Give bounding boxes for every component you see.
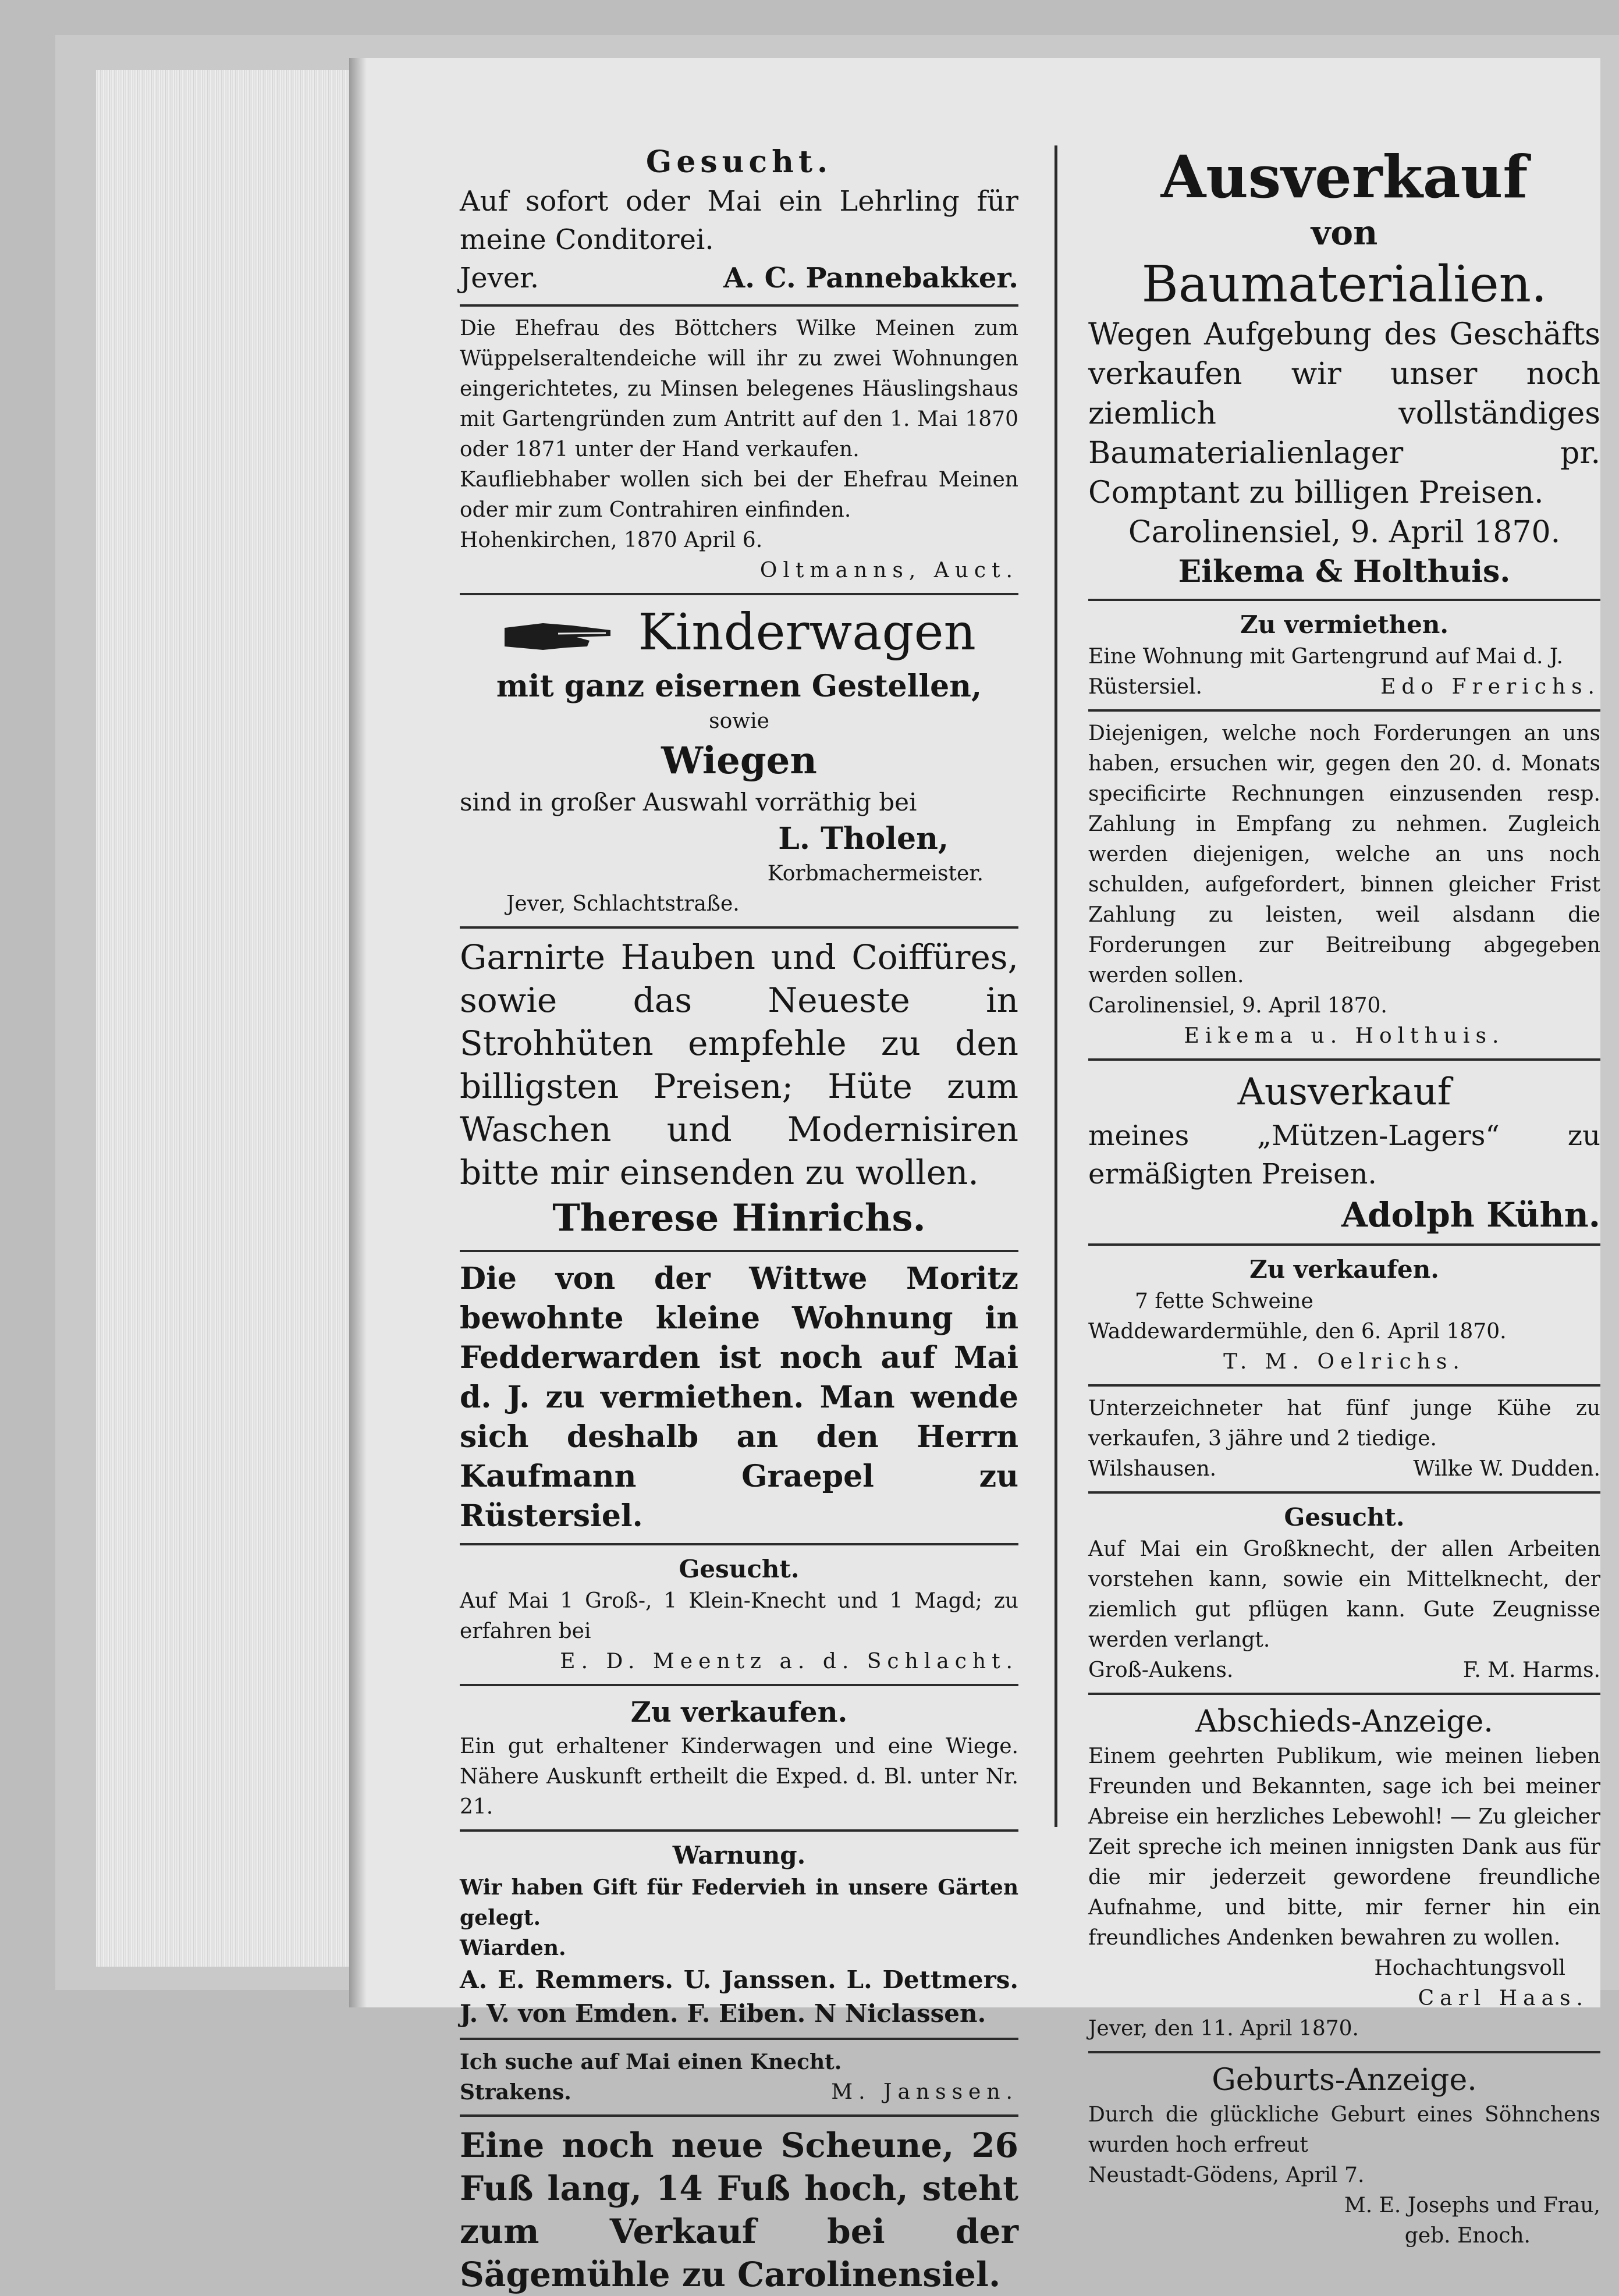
ad-place: Jever. (460, 262, 539, 294)
ad-text: Die von der Wittwe Moritz bewohnte kleine Wohnung in Fedderwarden ist noch auf Mai d. J. zu vermiethen. Man wende sich deshalb an den Herrn Kaufmann Graepel zu Rüstersiel. (460, 1260, 1018, 1534)
ad-ausverkauf-baumaterialien (1088, 143, 1600, 592)
ad-date: Jever, den 11. April 1870. (1088, 2017, 1359, 2041)
ad-signature-row (460, 2077, 1018, 2107)
ad-geburts-anzeige (1088, 2060, 1600, 2251)
ad-line-4: sind in großer Auswahl vorräthig bei (460, 787, 917, 816)
divider (460, 304, 1018, 307)
ad-text: Unterzeichneter hat fünf junge Kühe zu verkaufen, 3 jähre und 2 tiedige. (1088, 1396, 1600, 1451)
divider (460, 926, 1018, 929)
ad-text: Auf Mai 1 Groß-, 1 Klein-Knecht und 1 Magd; zu erfahren bei (460, 1588, 1018, 1643)
ad-name: Adolph Kühn. (1341, 1195, 1600, 1235)
ad-title: Zu verkaufen. (1249, 1255, 1439, 1284)
divider (460, 2038, 1018, 2040)
ad-place: Jever, Schlachtstraße. (506, 891, 740, 916)
ad-gesucht-lehrling (460, 143, 1018, 297)
divider (460, 1829, 1018, 1832)
divider (1088, 1491, 1600, 1494)
ad-title: Warnung. (672, 1840, 806, 1870)
divider (1088, 709, 1600, 712)
ad-date: Neustadt-Gödens, April 7. (1088, 2163, 1365, 2187)
ad-knecht-strakens (460, 2047, 1018, 2107)
ad-title: Gesucht. (1284, 1503, 1405, 1531)
ad-zu-vermiethen (1088, 608, 1600, 702)
divider (1088, 1693, 1600, 1695)
ad-title: Ausverkauf (1237, 1071, 1451, 1114)
ad-signature-row (1088, 1655, 1600, 1686)
ad-zu-verkaufen-kinderwagen (460, 1693, 1018, 1822)
divider (1088, 1384, 1600, 1387)
ad-title: Gesucht. (679, 1554, 800, 1583)
ad-date: Hohenkirchen, 1870 April 6. (460, 528, 763, 552)
left-column (460, 143, 1018, 2296)
divider (460, 1684, 1018, 1686)
ad-text: meines „Mützen-Lagers“ zu ermäßigten Preisen. (1088, 1119, 1600, 1190)
ad-text: Einem geehrten Publikum, wie meinen lieben Freunden und Bekannten, sage ich bei meiner Abreise ein herzliches Lebewohl! — Zu gleicher Zeit spreche ich meinen innigsten Dank aus für die mir jederzeit gewordene freundliche Aufnahme, und bitte, mir ferner hin ein freundliches Andenken bewahren zu wollen. (1088, 1744, 1600, 1950)
ad-place: Rüstersiel. (1088, 675, 1202, 699)
ad-place: Wiarden. (460, 1935, 566, 1960)
ad-title: Zu vermiethen. (1240, 610, 1448, 639)
ad-nee: geb. Enoch. (1404, 2224, 1531, 2248)
divider (1088, 1058, 1600, 1061)
ad-name: M. Janssen. (831, 2080, 1018, 2104)
ad-schweine (1088, 1253, 1600, 1377)
ad-line-2: sowie (709, 709, 769, 733)
ad-text-2: Kaufliebhaber wollen sich bei der Ehefrau Meinen oder mir zum Contrahiren einfinden. (460, 468, 1018, 522)
ad-date: Carolinensiel, 9. April 1870. (1088, 994, 1387, 1018)
ad-line-3: Wiegen (661, 738, 817, 783)
ad-name: T. M. Oelrichs. (1223, 1350, 1465, 1374)
ad-title: Gesucht. (645, 144, 833, 180)
ad-warnung (460, 1839, 1018, 2031)
ad-text: Die Ehefrau des Böttchers Wilke Meinen zum Wüppelseraltendeiche will ihr zu zwei Wohnungen eingerichtetes, zu Minsen belegenes Häuslingshaus mit Gartengründen zum Antritt auf den 1. Mai 1870 oder 1871 unter der Hand verkaufen. (460, 317, 1018, 461)
ad-names: A. E. Remmers. U. Janssen. L. Dettmers. J. V. von Emden. F. Eiben. N Niclassen. (460, 1965, 1018, 2028)
ad-signature-row (1088, 1454, 1600, 1484)
column-divider (1055, 145, 1057, 1827)
ad-text: Wegen Aufgebung des Geschäfts verkaufen wir unser noch ziemlich vollständiges Baumaterialienlager pr. Comptant zu billigen Preisen. (1088, 317, 1600, 510)
divider (460, 1250, 1018, 1252)
ad-name: Eikema & Holthuis. (1178, 554, 1511, 589)
ad-text: Durch die glückliche Geburt eines Söhnchens wurden hoch erfreut (1088, 2103, 1600, 2157)
ad-title: Abschieds-Anzeige. (1195, 1704, 1493, 1739)
ad-name: L. Tholen, (778, 820, 949, 856)
ad-signature-row (1088, 672, 1600, 702)
divider (1088, 599, 1600, 601)
ad-name: F. M. Harms. (1462, 1658, 1600, 1682)
ad-name: E. D. Meentz a. d. Schlacht. (560, 1649, 1018, 1673)
ad-place: Groß-Aukens. (1088, 1658, 1234, 1682)
ad-line-1: 7 fette Schweine (1135, 1289, 1313, 1313)
ad-line-1: von (1311, 213, 1378, 253)
ad-place: Strakens. (460, 2080, 571, 2105)
ad-gesucht-knecht (460, 1552, 1018, 1677)
divider (460, 593, 1018, 595)
ad-line-1: mit ganz eisernen Gestellen, (496, 668, 982, 704)
ad-gesucht-grossknecht (1088, 1501, 1600, 1686)
ad-text: Eine noch neue Scheune, 26 Fuß lang, 14 Fuß hoch, steht zum Verkauf bei der Sägemühle zu Carolinensiel. (460, 2125, 1018, 2294)
ad-name: Therese Hinrichs. (552, 1196, 926, 1240)
ad-text: Auf sofort oder Mai ein Lehrling für meine Conditorei. (460, 185, 1018, 256)
divider (1088, 1243, 1600, 1246)
ad-name: M. E. Josephs und Frau, (1344, 2194, 1600, 2217)
ad-title-row (460, 602, 1018, 667)
ad-place: Wilshausen. (1088, 1457, 1217, 1481)
ad-text: Wir haben Gift für Federvieh in unsere Gärten gelegt. (460, 1875, 1018, 1930)
page-gutter-shadow (349, 58, 367, 2007)
ad-date: Carolinensiel, 9. April 1870. (1128, 515, 1561, 550)
ad-title: Zu verkaufen. (630, 1696, 848, 1729)
ad-text: Ich suche auf Mai einen Knecht. (460, 2049, 842, 2074)
ad-haeuslingshaus (460, 314, 1018, 586)
ad-trade: Korbmachermeister. (767, 861, 984, 886)
ad-text: Ein gut erhaltener Kinderwagen und eine Wiege. Nähere Auskunft ertheilt die Exped. d. Bl. unter Nr. 21. (460, 1734, 1018, 1819)
ad-title: Ausverkauf (1160, 143, 1528, 211)
ad-text: Garnirte Hauben und Coiffüres, sowie das Neueste in Strohhüten empfehle zu den billigsten Preisen; Hüte zum Waschen und Modernisiren bitte mir einsenden zu wollen. (460, 937, 1018, 1192)
ad-text: Auf Mai ein Großknecht, der allen Arbeiten vorstehen kann, sowie ein Mittelknecht, der ziemlich gut pflügen kann. Gute Zeugnisse werden verlangt. (1088, 1537, 1600, 1652)
ad-line-2: Baumaterialien. (1141, 255, 1547, 314)
ad-scheune (460, 2124, 1018, 2296)
ad-forderungen (1088, 719, 1600, 1051)
ad-name: Eikema u. Holthuis. (1184, 1024, 1505, 1048)
pointing-hand-icon (502, 606, 613, 667)
ad-name: Carl Haas. (1418, 1986, 1589, 2010)
ad-kinderwagen (460, 602, 1018, 919)
divider (460, 1543, 1018, 1545)
ad-title: Kinderwagen (638, 603, 976, 662)
ad-sign: Oltmanns, Auct. (759, 559, 1018, 582)
ad-greet: Hochachtungsvoll (1374, 1956, 1565, 1980)
divider (460, 2114, 1018, 2117)
right-column (1088, 143, 1600, 2251)
ad-signature-row (460, 259, 1018, 297)
ad-text: Diejenigen, welche noch Forderungen an uns haben, ersuchen wir, gegen den 20. d. Monats specificirte Rechnungen einzusenden resp. Zahlung in Empfang zu nehmen. Zugleich werden diejenigen, welche an uns noch schulden, aufgefordert, binnen gleicher Frist Zahlung zu leisten, weil alsdann die Forderungen zur Beitreibung abgegeben werden sollen. (1088, 722, 1600, 987)
ad-hauben (460, 936, 1018, 1243)
ad-name: Wilke W. Dudden. (1413, 1457, 1600, 1481)
page-edges (96, 70, 352, 1967)
divider (1088, 2051, 1600, 2053)
ad-abschieds-anzeige (1088, 1702, 1600, 2044)
ad-name: A. C. Pannebakker. (723, 262, 1018, 294)
ad-name: Edo Frerichs. (1380, 675, 1600, 699)
ad-kuehe (1088, 1394, 1600, 1484)
ad-date: Waddewardermühle, den 6. April 1870. (1088, 1320, 1507, 1344)
ad-wohnung-fedderwarden (460, 1259, 1018, 1536)
ad-title: Geburts-Anzeige. (1212, 2063, 1477, 2098)
ad-text: Eine Wohnung mit Gartengrund auf Mai d. J. (1088, 645, 1563, 669)
ad-ausverkauf-muetzen (1088, 1068, 1600, 1236)
